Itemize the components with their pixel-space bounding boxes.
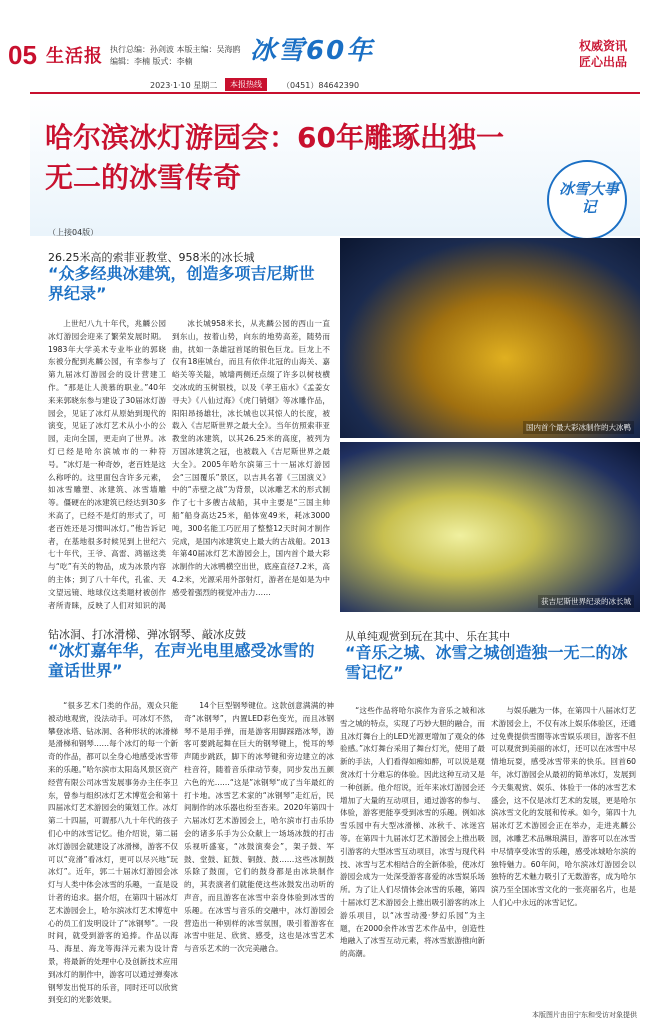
section1-lede: 26.25米高的索菲亚教堂、958米的冰长城: [48, 251, 255, 264]
article-column-1: 上世纪八九十年代，兆麟公园冰灯游园会迎来了繁荣发展时期。1983年大学美术专业毕业的郭晓东被分配到兆麟公园，有幸参与了第九届冰灯游园会的设计营建工作。“那是让人羡慕的职业。”40年来来郭晓东参与建设了30届冰灯游园会，见证了冰灯从原始到现代的演变，见证了冰灯艺术从小小的公园，走向全国，更走向了世界。冰灯已经是哈尔滨城市的一种符号。“冰灯是一种奇妙，老百姓是这么称呼的。这里面包含许多元素，如冰雪雕塑、冰建筑、冰雪墙雕等。僵硬在的冰建筑已经达到30多米高了，已经不是灯的形式了，可老百姓还是习惯叫冰灯。”他告诉记者，在基地很多时候见到上世纪六七十年代，王爷、高雷、鸿福这类与“吃”有关的物品，成为冰景内容的主体；到了八十年代，孔雀、天文望远镜、地球仪这类题材被创作者所青睐，反映了人们对知识的渴: [48, 319, 166, 610]
editors-line-1: 执行总编：孙剑波 本版主编：吴海鸥: [110, 45, 241, 54]
hotline-label: 本报热线: [225, 78, 267, 91]
editors-line-2: 编辑：李楠 版式：李楠: [110, 57, 193, 66]
photo2-caption: 获吉尼斯世界纪录的冰长城: [538, 595, 634, 608]
article-column-3: “很多艺术门类的作品，观众只能被动地观赏，没法动手。可冰灯不然，攀登冰塔、钻冰洞、各种形状的冰滑梯是滑梯和钢琴……每个冰灯的每一个新奇的作品，都可以全身心地感受冰雪带来的乐趣。”哈尔滨市太阳岛风景区资产经营有限公司冰雪发展事务办主任李卫东，曾参与组织冰灯艺术博览会和第十四届冰灯艺术游园会的策划工作。冰灯第二十四届，可谓那八九十年代的孩子们心中的冰雪记忆。他介绍说，第二届冰灯游园会就建设了冰滑梯，游客不仅可以“竞滑”看冰灯，更可以尽兴地“玩冰灯”。近年，郭二十届冰灯游园会冰灯与人类中体会冰雪的乐趣，一直是设计者的追求。据介绍，在第四十届冰灯艺术游园会上，哈尔滨冰灯艺术博览中心的员工们发明设计了“冰钢琴”。一段时间，就受到游客的追捧。作品以海马、海星、海龙等海洋元素为设计背景，将最新的处理中心及创新技术应用到冰灯的制作中，游客可以通过弹奏冰钢琴发出悦耳的乐音，同时还可以欣赏到变幻的光影效果。: [48, 701, 178, 1005]
page-header: [0, 0, 657, 92]
article-column-5: “这些作品将哈尔滨作为音乐之城和冰雪之城的特点，实现了巧妙大胆的融合，而且冰灯舞台上的LED光源更增加了观众的体验感。”冰灯舞台采用了舞台灯光，使用了最新的手法，人们看得如痴如醉，可以说是观赏冰灯十分难忘的体验。因此这种互动又是一种创新。他介绍说，近年来冰灯游园会还增加了大量的互动项目，通过游客的参与、体验，游客更能享受到冰雪的乐趣。例如冰雪乐园中有大型冰滑梯、冰秋千、冰迷宫等。在第四十九届冰灯艺术游园会上推出吸引游客的大型冰雪互动项目，冰雪与现代科技、冰雪与艺术相结合的全新体验，使冰灯游园会成为一处深受游客喜爱的冰雪娱乐场所。为了让人们尽情体会冰雪的乐趣，第四十届冰灯艺术游园会上推出吸引游客的冰上游乐项目，以“冰雪动漫·梦幻乐园”为主题，在2000余件冰雪艺术作品中，创造性地融入了冰雪互动元素，将冰雪旅游推向新的高潮。: [340, 706, 485, 959]
section-banner: 冰雪60年: [250, 36, 375, 66]
page-number: 05: [8, 40, 37, 70]
section3-subtitle: “音乐之城、冰雪之城创造独一无二的冰雪记忆”: [345, 643, 628, 682]
photo1-caption: 国内首个最大彩冰制作的大冰鸭: [523, 421, 634, 434]
article-column-2: 冰长城958米长，从兆麟公园的西山一直到东山，按着山势，向东的地势高差，随势而曲，扰如一条雄冠首尾的银色巨龙。巨龙上不仅有18座城台，而且有依伴北冠的山海关、嘉峪关等关隘，城墙两侧还点缀了许多以树枝横交冰成的玉树银枝，以及《孝王庙水》《孟姜女寻夫》《八仙过海》《虎门销烟》等冰雕作品，阳阳昂扬雄壮，冰长城也以其惊人的长度，被载入《吉尼斯世界之最大全》。当年仿照索菲亚教堂的冰建筑，以其26.25米的高度，被列为万国冰建筑之冠，也被载入《吉尼斯世界之最大全》。2005年哈尔滨第三十一届冰灯游园会“三国覆乐”景区，以吉具名著《三国演义》中的“赤壁之战”为背景，以冰雕艺术的形式制作了七十多艘古战船，其中主要是“三国主帅船”船身高达25米，船体宽49米，耗冰3000吨，300名能工巧匠用了整整12天时间才制作完成，是国内冰建筑史上最大的古战船。2013年第40届冰灯艺术游园会上，国内首个最大彩冰制作的大冰鸭横空出世，底座直径7.2米，高4.2米，光源采用外部射灯，游者在是如是为中感受着强烈的视觉冲击力……: [172, 319, 330, 597]
slogan-line-2: 匠心出品: [578, 55, 627, 69]
section1-subtitle: “众多经典冰建筑，创造多项吉尼斯世界纪录”: [48, 264, 315, 303]
issue-date: 2023·1·10 星期二: [150, 81, 218, 90]
article-column-4: 14个巨型钢琴键位。这款创意满满的神奇“冰钢琴”，内置LED彩色变光，而且冰钢琴不是用手弹，而是游客用脚踩踏冰琴，游客可要跳起舞在巨大的钢琴键上，悦耳的琴声随步跳跃，脚下的冰琴键和旁边建立的冰柱音符，随着音乐律动节奏，同步发出五颜六色的光……“这是”冰钢琴“成了当年最红的打卡地。冰雪艺术家的“冰钢琴”走红后，民间制作的冰乐器也纷至沓来。2020年第四十六届冰灯艺术游园会上，哈尔滨市打击乐协会的诸多乐手为公众献上一场场冰鼓的打击乐视听盛宴，“冰鼓演奏会”，架子鼓、军鼓、堂鼓、缸鼓、铜鼓、鼓……这些冰制鼓乐除了鼓面，它们的鼓身都是由冰块制作的，其表演者们就能使这些冰鼓发出动听的声音，而且游客在冰雪中亲身体验到冰雪的乐趣。在冰雪与音乐的交融中，冰灯游园会营造出一种别样的冰雪氛围，吸引着游客在冰雪中驻足、欣赏、感受，这也是冰雪艺术与音乐艺术的一次完美融合。: [184, 701, 334, 954]
photo-credit: 本版图片由田宁东和受访对象提供: [532, 1011, 637, 1019]
section2-lede: 钻冰洞、打冰滑梯、弹冰钢琴、敲冰皮鼓: [48, 628, 246, 641]
paper-name: 生活报: [46, 46, 103, 67]
slogan: [579, 38, 627, 70]
section3-lede: 从单纯观赏到玩在其中、乐在其中: [345, 630, 510, 643]
badge-label: 冰雪大事记: [559, 180, 620, 216]
editors-credits: [110, 44, 241, 68]
hotline-number: （0451）84642390: [282, 81, 360, 90]
article-column-6: 与娱乐融为一体，在第四十八届冰灯艺术游园会上，不仅有冰上娱乐体验区，还通过免费提供雪圈等冰雪娱乐项目，游客不但可以观赏到美丽的冰灯，还可以在冰雪中尽情地玩耍，感受冰雪带来的快乐。回首60年，冰灯游园会从最初的简单冰灯，发展到今天集观赏、娱乐、体验于一体的冰雪艺术盛会，这不仅是冰灯艺术的发展，更是哈尔滨冰雪文化的发展和传承。如今，第四十九届冰灯艺术游园会正在举办，走进兆麟公园，冰雕艺术品琳琅满目，游客可以在冰雪中尽情享受冰雪的乐趣，感受冰城哈尔滨的独特魅力。60年间，哈尔滨冰灯游园会以独特的艺术魅力吸引了无数游客，成为哈尔滨乃至全国冰雪文化的一张亮丽名片，也是人们心中永远的冰雪记忆。: [491, 706, 636, 907]
header-rule: [30, 92, 640, 94]
slogan-line-1: 权威资讯: [578, 39, 627, 53]
headline-title: 哈尔滨冰灯游园会：60年雕琢出独一无二的冰雪传奇: [45, 121, 504, 194]
events-badge: [547, 160, 627, 240]
section2-subtitle: “冰灯嘉年华，在声光电里感受冰雪的童话世界”: [48, 641, 315, 680]
continued-from: （上接04版）: [48, 228, 99, 237]
photo-ice-duck: [340, 238, 640, 438]
photo-ice-great-wall: [340, 442, 640, 612]
